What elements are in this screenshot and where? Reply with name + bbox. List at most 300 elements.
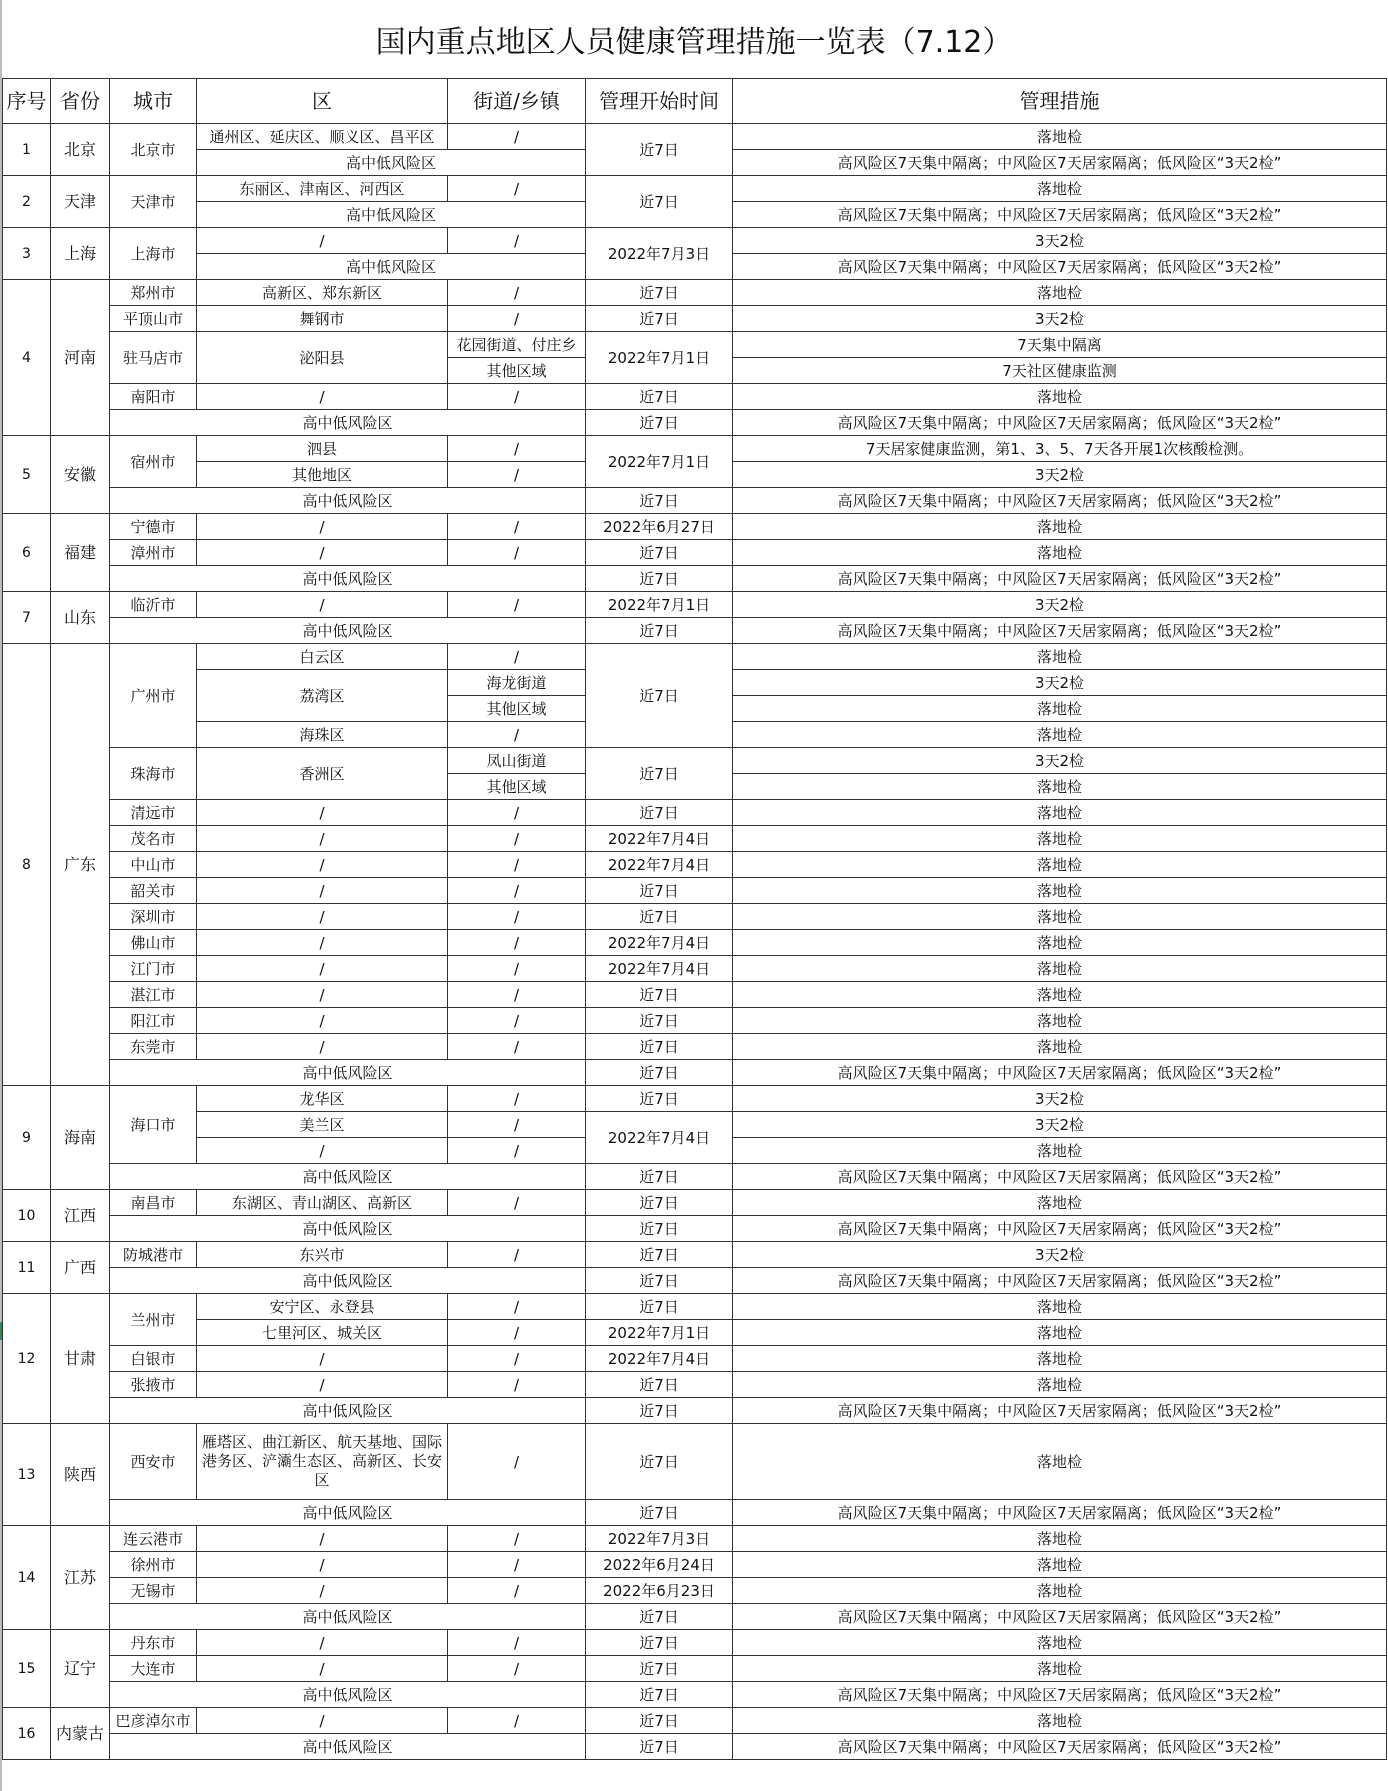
risk-area-cell: 高中低风险区	[110, 618, 586, 644]
seq-cell: 11	[3, 1242, 51, 1294]
district-cell: /	[197, 930, 448, 956]
seq-cell: 15	[3, 1630, 51, 1708]
street-cell: /	[448, 1190, 586, 1216]
time-cell: 2022年7月4日	[586, 826, 733, 852]
risk-area-cell: 高中低风险区	[197, 150, 586, 176]
district-cell: 海珠区	[197, 722, 448, 748]
street-cell: /	[448, 1320, 586, 1346]
measure-cell: 高风险区7天集中隔离；中风险区7天居家隔离；低风险区“3天2检”	[733, 1682, 1387, 1708]
province-cell: 甘肃	[51, 1294, 110, 1424]
measure-cell: 落地检	[733, 1008, 1387, 1034]
measure-cell: 落地检	[733, 1578, 1387, 1604]
time-cell: 近7日	[586, 1734, 733, 1760]
header-start-time: 管理开始时间	[586, 79, 733, 124]
district-cell: 七里河区、城关区	[197, 1320, 448, 1346]
measure-cell: 落地检	[733, 722, 1387, 748]
district-cell: 安宁区、永登县	[197, 1294, 448, 1320]
city-cell: 上海市	[110, 228, 197, 280]
time-cell: 近7日	[586, 800, 733, 826]
district-cell: /	[197, 852, 448, 878]
risk-area-cell: 高中低风险区	[197, 202, 586, 228]
measure-cell: 落地检	[733, 800, 1387, 826]
measure-cell: 落地检	[733, 852, 1387, 878]
street-cell: /	[448, 800, 586, 826]
measure-cell: 高风险区7天集中隔离；中风险区7天居家隔离；低风险区“3天2检”	[733, 1164, 1387, 1190]
street-cell: 凤山街道	[448, 748, 586, 774]
table-row	[3, 566, 1387, 592]
table-row	[3, 1346, 1387, 1372]
measure-cell: 高风险区7天集中隔离；中风险区7天居家隔离；低风险区“3天2检”	[733, 1734, 1387, 1760]
street-cell: /	[448, 176, 586, 202]
street-cell: /	[448, 1630, 586, 1656]
street-cell: /	[448, 384, 586, 410]
table-row	[3, 1242, 1387, 1268]
table-row	[3, 878, 1387, 904]
street-cell: /	[448, 1294, 586, 1320]
time-cell: 近7日	[586, 540, 733, 566]
city-cell: 防城港市	[110, 1242, 197, 1268]
table-row	[3, 1734, 1387, 1760]
time-cell: 2022年7月4日	[586, 1346, 733, 1372]
street-cell: /	[448, 1708, 586, 1734]
table-row	[3, 228, 1387, 254]
table-row	[3, 384, 1387, 410]
table-row	[3, 280, 1387, 306]
district-cell: /	[197, 228, 448, 254]
district-cell: 东兴市	[197, 1242, 448, 1268]
province-cell: 广东	[51, 644, 110, 1086]
street-cell: /	[448, 826, 586, 852]
measure-cell: 高风险区7天集中隔离；中风险区7天居家隔离；低风险区“3天2检”	[733, 254, 1387, 280]
table-row	[3, 1086, 1387, 1112]
city-cell: 佛山市	[110, 930, 197, 956]
table-row	[3, 1398, 1387, 1424]
header-seq: 序号	[3, 79, 51, 124]
city-cell: 平顶山市	[110, 306, 197, 332]
risk-area-cell: 高中低风险区	[110, 1604, 586, 1630]
time-cell: 近7日	[586, 1630, 733, 1656]
province-cell: 河南	[51, 280, 110, 436]
district-cell: 泌阳县	[197, 332, 448, 384]
city-cell: 巴彦淖尔市	[110, 1708, 197, 1734]
measure-cell: 落地检	[733, 1630, 1387, 1656]
seq-cell: 2	[3, 176, 51, 228]
city-cell: 南阳市	[110, 384, 197, 410]
province-cell: 江苏	[51, 1526, 110, 1630]
measure-cell: 落地检	[733, 540, 1387, 566]
time-cell: 近7日	[586, 384, 733, 410]
province-cell: 陕西	[51, 1424, 110, 1526]
time-cell: 近7日	[586, 1424, 733, 1500]
seq-cell: 14	[3, 1526, 51, 1630]
time-cell: 2022年6月27日	[586, 514, 733, 540]
risk-area-cell: 高中低风险区	[110, 1500, 586, 1526]
street-cell: /	[448, 1526, 586, 1552]
street-cell: /	[448, 1242, 586, 1268]
measure-cell: 落地检	[733, 1190, 1387, 1216]
time-cell: 近7日	[586, 1372, 733, 1398]
street-cell: /	[448, 436, 586, 462]
district-cell: /	[197, 1034, 448, 1060]
table-row	[3, 982, 1387, 1008]
measure-cell: 高风险区7天集中隔离；中风险区7天居家隔离；低风险区“3天2检”	[733, 566, 1387, 592]
table-row	[3, 410, 1387, 436]
time-cell: 近7日	[586, 410, 733, 436]
province-cell: 福建	[51, 514, 110, 592]
seq-cell: 7	[3, 592, 51, 644]
district-cell: /	[197, 1372, 448, 1398]
risk-area-cell: 高中低风险区	[110, 488, 586, 514]
province-cell: 江西	[51, 1190, 110, 1242]
city-cell: 南昌市	[110, 1190, 197, 1216]
district-cell: /	[197, 826, 448, 852]
seq-cell: 8	[3, 644, 51, 1086]
time-cell: 2022年7月1日	[586, 332, 733, 384]
risk-area-cell: 高中低风险区	[110, 566, 586, 592]
city-cell: 西安市	[110, 1424, 197, 1500]
table-row	[3, 1372, 1387, 1398]
city-cell: 丹东市	[110, 1630, 197, 1656]
province-cell: 海南	[51, 1086, 110, 1190]
city-cell: 宁德市	[110, 514, 197, 540]
measure-cell: 3天2检	[733, 1112, 1387, 1138]
time-cell: 近7日	[586, 488, 733, 514]
city-cell: 天津市	[110, 176, 197, 228]
table-row	[3, 1682, 1387, 1708]
province-cell: 安徽	[51, 436, 110, 514]
seq-cell: 13	[3, 1424, 51, 1526]
time-cell: 近7日	[586, 280, 733, 306]
district-cell: 舞钢市	[197, 306, 448, 332]
measure-cell: 7天社区健康监测	[733, 358, 1387, 384]
measure-cell: 高风险区7天集中隔离；中风险区7天居家隔离；低风险区“3天2检”	[733, 202, 1387, 228]
district-cell: /	[197, 800, 448, 826]
table-row	[3, 644, 1387, 670]
province-cell: 辽宁	[51, 1630, 110, 1708]
district-cell: 雁塔区、曲江新区、航天基地、国际港务区、浐灞生态区、高新区、长安区	[197, 1424, 448, 1500]
street-cell: /	[448, 1656, 586, 1682]
measure-cell: 高风险区7天集中隔离；中风险区7天居家隔离；低风险区“3天2检”	[733, 1216, 1387, 1242]
street-cell: /	[448, 306, 586, 332]
measure-cell: 落地检	[733, 644, 1387, 670]
city-cell: 临沂市	[110, 592, 197, 618]
city-cell: 深圳市	[110, 904, 197, 930]
measure-cell: 落地检	[733, 878, 1387, 904]
risk-area-cell: 高中低风险区	[110, 1268, 586, 1294]
table-row	[3, 1112, 1387, 1138]
time-cell: 近7日	[586, 1242, 733, 1268]
measure-cell: 高风险区7天集中隔离；中风险区7天居家隔离；低风险区“3天2检”	[733, 1398, 1387, 1424]
street-cell: /	[448, 540, 586, 566]
district-cell: 龙华区	[197, 1086, 448, 1112]
city-cell: 北京市	[110, 124, 197, 176]
street-cell: /	[448, 1578, 586, 1604]
district-cell: 白云区	[197, 644, 448, 670]
measure-cell: 高风险区7天集中隔离；中风险区7天居家隔离；低风险区“3天2检”	[733, 488, 1387, 514]
seq-cell: 12	[3, 1294, 51, 1424]
district-cell: 荔湾区	[197, 670, 448, 722]
street-cell: /	[448, 722, 586, 748]
time-cell: 近7日	[586, 1216, 733, 1242]
time-cell: 近7日	[586, 1604, 733, 1630]
district-cell: /	[197, 384, 448, 410]
table-row	[3, 748, 1387, 774]
time-cell: 近7日	[586, 748, 733, 800]
city-cell: 广州市	[110, 644, 197, 748]
table-row	[3, 1526, 1387, 1552]
time-cell: 近7日	[586, 1656, 733, 1682]
measure-cell: 3天2检	[733, 306, 1387, 332]
district-cell: /	[197, 1578, 448, 1604]
header-street: 街道/乡镇	[448, 79, 586, 124]
time-cell: 近7日	[586, 1268, 733, 1294]
street-cell: /	[448, 1008, 586, 1034]
time-cell: 2022年7月1日	[586, 1320, 733, 1346]
measure-cell: 3天2检	[733, 748, 1387, 774]
measure-cell: 3天2检	[733, 228, 1387, 254]
district-cell: /	[197, 514, 448, 540]
time-cell: 2022年6月23日	[586, 1578, 733, 1604]
measure-cell: 落地检	[733, 124, 1387, 150]
city-cell: 茂名市	[110, 826, 197, 852]
measure-cell: 落地检	[733, 1346, 1387, 1372]
time-cell: 近7日	[586, 1708, 733, 1734]
district-cell: /	[197, 904, 448, 930]
street-cell: 其他区域	[448, 358, 586, 384]
time-cell: 2022年7月1日	[586, 592, 733, 618]
time-cell: 近7日	[586, 1682, 733, 1708]
street-cell: /	[448, 124, 586, 150]
table-row	[3, 1604, 1387, 1630]
city-cell: 连云港市	[110, 1526, 197, 1552]
table-row	[3, 1500, 1387, 1526]
city-cell: 驻马店市	[110, 332, 197, 384]
street-cell: 海龙街道	[448, 670, 586, 696]
measure-cell: 高风险区7天集中隔离；中风险区7天居家隔离；低风险区“3天2检”	[733, 618, 1387, 644]
seq-cell: 9	[3, 1086, 51, 1190]
time-cell: 近7日	[586, 1500, 733, 1526]
city-cell: 中山市	[110, 852, 197, 878]
province-cell: 山东	[51, 592, 110, 644]
district-cell: /	[197, 540, 448, 566]
city-cell: 兰州市	[110, 1294, 197, 1346]
district-cell: 香洲区	[197, 748, 448, 800]
time-cell: 近7日	[586, 566, 733, 592]
measure-cell: 7天集中隔离	[733, 332, 1387, 358]
measure-cell: 3天2检	[733, 1086, 1387, 1112]
measure-cell: 落地检	[733, 1372, 1387, 1398]
street-cell: /	[448, 1112, 586, 1138]
street-cell: /	[448, 930, 586, 956]
table-row	[3, 1320, 1387, 1346]
table-row	[3, 540, 1387, 566]
street-cell: /	[448, 982, 586, 1008]
district-cell: /	[197, 1346, 448, 1372]
street-cell: /	[448, 1372, 586, 1398]
city-cell: 江门市	[110, 956, 197, 982]
table-row	[3, 1630, 1387, 1656]
measure-cell: 3天2检	[733, 462, 1387, 488]
street-cell: /	[448, 1552, 586, 1578]
city-cell: 阳江市	[110, 1008, 197, 1034]
table-row	[3, 904, 1387, 930]
street-cell: 其他区域	[448, 774, 586, 800]
street-cell: /	[448, 1346, 586, 1372]
time-cell: 2022年7月4日	[586, 930, 733, 956]
measure-cell: 落地检	[733, 696, 1387, 722]
street-cell: /	[448, 644, 586, 670]
seq-cell: 16	[3, 1708, 51, 1760]
page-title: 国内重点地区人员健康管理措施一览表（7.12）	[2, 0, 1386, 79]
measure-cell: 3天2检	[733, 592, 1387, 618]
measure-cell: 落地检	[733, 176, 1387, 202]
city-cell: 漳州市	[110, 540, 197, 566]
city-cell: 大连市	[110, 1656, 197, 1682]
time-cell: 近7日	[586, 1060, 733, 1086]
time-cell: 近7日	[586, 124, 733, 176]
measure-cell: 落地检	[733, 904, 1387, 930]
risk-area-cell: 高中低风险区	[110, 1164, 586, 1190]
district-cell: /	[197, 1630, 448, 1656]
city-cell: 无锡市	[110, 1578, 197, 1604]
street-cell: /	[448, 280, 586, 306]
time-cell: 近7日	[586, 904, 733, 930]
measure-cell: 落地检	[733, 930, 1387, 956]
time-cell: 近7日	[586, 1294, 733, 1320]
district-cell: /	[197, 1552, 448, 1578]
time-cell: 近7日	[586, 1086, 733, 1112]
street-cell: /	[448, 462, 586, 488]
district-cell: /	[197, 956, 448, 982]
time-cell: 近7日	[586, 1008, 733, 1034]
time-cell: 近7日	[586, 644, 733, 748]
measure-cell: 落地检	[733, 982, 1387, 1008]
table-row	[3, 956, 1387, 982]
table-row	[3, 436, 1387, 462]
time-cell: 近7日	[586, 306, 733, 332]
table-row	[3, 1060, 1387, 1086]
district-cell: /	[197, 982, 448, 1008]
measure-cell: 高风险区7天集中隔离；中风险区7天居家隔离；低风险区“3天2检”	[733, 1604, 1387, 1630]
table-row	[3, 332, 1387, 358]
city-cell: 珠海市	[110, 748, 197, 800]
city-cell: 白银市	[110, 1346, 197, 1372]
district-cell: 泗县	[197, 436, 448, 462]
measure-cell: 落地检	[733, 514, 1387, 540]
header-measure: 管理措施	[733, 79, 1387, 124]
district-cell: 东湖区、青山湖区、高新区	[197, 1190, 448, 1216]
table-row	[3, 800, 1387, 826]
city-cell: 湛江市	[110, 982, 197, 1008]
table-row	[3, 1190, 1387, 1216]
measure-cell: 落地检	[733, 956, 1387, 982]
measure-cell: 落地检	[733, 1526, 1387, 1552]
risk-area-cell: 高中低风险区	[197, 254, 586, 280]
street-cell: /	[448, 1034, 586, 1060]
risk-area-cell: 高中低风险区	[110, 1734, 586, 1760]
city-cell: 徐州市	[110, 1552, 197, 1578]
measure-cell: 落地检	[733, 1320, 1387, 1346]
header-province: 省份	[51, 79, 110, 124]
district-cell: /	[197, 592, 448, 618]
table-row	[3, 618, 1387, 644]
measure-cell: 高风险区7天集中隔离；中风险区7天居家隔离；低风险区“3天2检”	[733, 150, 1387, 176]
seq-cell: 4	[3, 280, 51, 436]
district-cell: 通州区、延庆区、顺义区、昌平区	[197, 124, 448, 150]
measure-cell: 落地检	[733, 1552, 1387, 1578]
seq-cell: 10	[3, 1190, 51, 1242]
table-row	[3, 306, 1387, 332]
city-cell: 东莞市	[110, 1034, 197, 1060]
measure-cell: 落地检	[733, 1138, 1387, 1164]
time-cell: 2022年7月3日	[586, 228, 733, 280]
street-cell: /	[448, 1424, 586, 1500]
measure-cell: 落地检	[733, 1708, 1387, 1734]
measure-cell: 高风险区7天集中隔离；中风险区7天居家隔离；低风险区“3天2检”	[733, 1060, 1387, 1086]
district-cell: /	[197, 1138, 448, 1164]
time-cell: 近7日	[586, 1398, 733, 1424]
risk-area-cell: 高中低风险区	[110, 1216, 586, 1242]
measure-cell: 落地检	[733, 774, 1387, 800]
province-cell: 北京	[51, 124, 110, 176]
time-cell: 近7日	[586, 176, 733, 228]
table-row	[3, 1552, 1387, 1578]
measure-cell: 落地检	[733, 384, 1387, 410]
time-cell: 2022年7月4日	[586, 956, 733, 982]
table-row	[3, 488, 1387, 514]
city-cell: 郑州市	[110, 280, 197, 306]
time-cell: 近7日	[586, 1164, 733, 1190]
time-cell: 近7日	[586, 1190, 733, 1216]
table-row	[3, 826, 1387, 852]
district-cell: /	[197, 1708, 448, 1734]
street-cell: /	[448, 1138, 586, 1164]
street-cell: /	[448, 228, 586, 254]
district-cell: 高新区、郑东新区	[197, 280, 448, 306]
measure-cell: 落地检	[733, 826, 1387, 852]
district-cell: 东丽区、津南区、河西区	[197, 176, 448, 202]
time-cell: 2022年7月1日	[586, 436, 733, 488]
street-cell: 其他区域	[448, 696, 586, 722]
measure-cell: 落地检	[733, 280, 1387, 306]
risk-area-cell: 高中低风险区	[110, 1398, 586, 1424]
seq-cell: 1	[3, 124, 51, 176]
city-cell: 清远市	[110, 800, 197, 826]
measure-cell: 落地检	[733, 1424, 1387, 1500]
measures-table	[2, 78, 1387, 1760]
header-city: 城市	[110, 79, 197, 124]
street-cell: /	[448, 904, 586, 930]
time-cell: 近7日	[586, 878, 733, 904]
risk-area-cell: 高中低风险区	[110, 1060, 586, 1086]
province-cell: 广西	[51, 1242, 110, 1294]
street-cell: /	[448, 878, 586, 904]
measure-cell: 落地检	[733, 1656, 1387, 1682]
table-row	[3, 176, 1387, 202]
table-row	[3, 1294, 1387, 1320]
measure-cell: 高风险区7天集中隔离；中风险区7天居家隔离；低风险区“3天2检”	[733, 1268, 1387, 1294]
measure-cell: 落地检	[733, 1294, 1387, 1320]
time-cell: 2022年7月3日	[586, 1526, 733, 1552]
street-cell: /	[448, 514, 586, 540]
street-cell: /	[448, 1086, 586, 1112]
street-cell: 花园街道、付庄乡	[448, 332, 586, 358]
measure-cell: 3天2检	[733, 1242, 1387, 1268]
table-row	[3, 1656, 1387, 1682]
header-row	[3, 79, 1387, 124]
district-cell: 美兰区	[197, 1112, 448, 1138]
table-row	[3, 124, 1387, 150]
